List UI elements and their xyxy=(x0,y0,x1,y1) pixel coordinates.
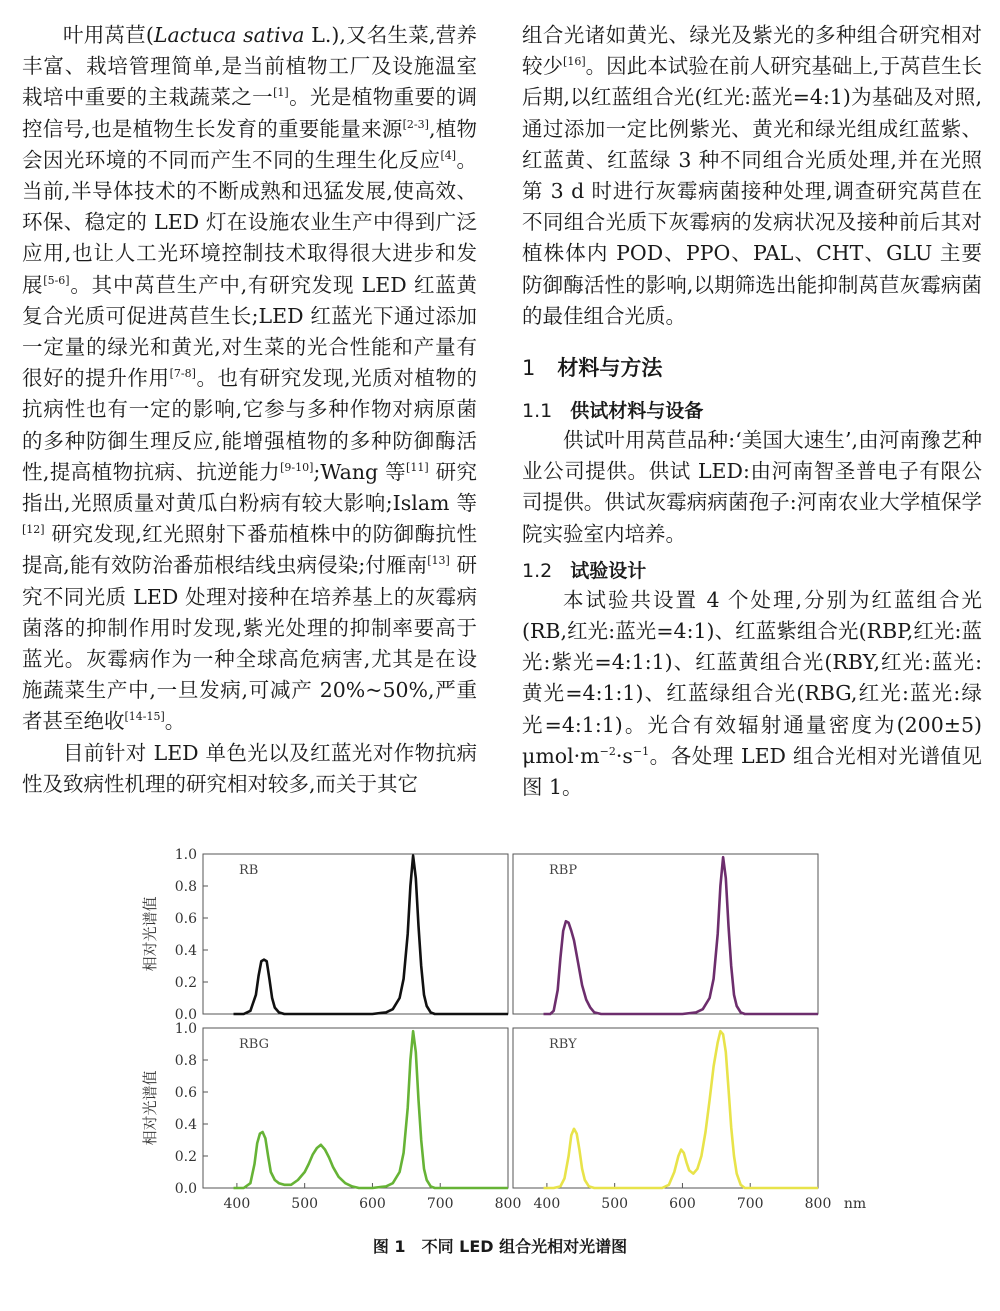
y-tick-label: 0.8 xyxy=(174,1053,197,1069)
text-run: ·s xyxy=(615,743,633,768)
y-tick-label: 0.8 xyxy=(174,879,197,895)
subsection-heading-1-2 xyxy=(522,556,982,583)
text-run: ;Wang 等 xyxy=(313,459,407,484)
citation-mark: [11] xyxy=(406,461,429,475)
text-run: L.),又名生菜,营养丰富、栽培管理简单,是当前植物工厂及设施温室栽培中重要的主栽蔬菜之一 xyxy=(22,23,477,110)
y-tick-label: 1.0 xyxy=(174,847,197,863)
text-run: 组合光诸如黄光、绿光及紫光的多种组合研究相对较少 xyxy=(522,23,982,79)
citation-mark: [2-3] xyxy=(402,117,429,131)
section-title: 材料与方法 xyxy=(557,356,663,381)
x-tick-label: 600 xyxy=(669,1196,696,1212)
citation-mark: [14-15] xyxy=(124,710,165,724)
subsection-title: 试验设计 xyxy=(570,559,647,582)
text-run: 。也有研究发现,光质对植物的抗病性也有一定的影响,它参与多种作物对病原菌的多种防御生理反应,能增强植物的多种防御酶活性,提高植物抗病、抗逆能力 xyxy=(22,366,477,484)
y-tick-label: 0.4 xyxy=(174,1117,197,1133)
subsection-number: 1.1 xyxy=(522,400,553,423)
text-run: 。 xyxy=(164,709,186,734)
spectrum-figure xyxy=(0,840,1000,1270)
x-tick-label: 800 xyxy=(804,1196,832,1212)
y-axis-label: 相对光谱值 xyxy=(141,896,159,972)
y-tick-label: 0.2 xyxy=(174,1149,197,1165)
spectrum-line-rby xyxy=(544,1031,819,1188)
spectrum-line-rbg xyxy=(234,1031,509,1188)
citation-mark: [9-10] xyxy=(280,461,314,475)
x-tick-label: 400 xyxy=(223,1196,251,1212)
section-heading-1 xyxy=(522,352,982,382)
y-tick-label: 0.0 xyxy=(174,1007,197,1023)
x-tick-label: 800 xyxy=(494,1196,522,1212)
left-paragraph-2: 目前针对 LED 单色光以及红蓝光对作物抗病性及致病性机理的研究相对较多,而关于其它 xyxy=(22,740,477,796)
y-tick-label: 0.4 xyxy=(174,943,197,959)
subsection-number: 1.2 xyxy=(522,559,553,582)
right-paragraph-2: 供试叶用莴苣品种:‘美国大速生’,由河南豫艺种业公司提供。供试 LED:由河南智圣普电子有限公司提供。供试灰霉病病菌孢子:河南农业大学植保学院实验室内培养。 xyxy=(522,428,982,546)
left-column xyxy=(22,20,477,800)
text-run: 研究不同光质 LED 处理对接种在培养基上的灰霉病菌落的抑制作用时发现,紫光处理的抑制率要高于蓝光。灰霉病作为一种全球高危病害,尤其是在设施蔬菜生产中,一旦发病,可减产 20%~50%,严重者甚至绝收 xyxy=(22,553,477,734)
right-paragraph-3 xyxy=(522,585,982,803)
text-run: 研究指出,光照质量对黄瓜白粉病有较大影响;Islam 等 xyxy=(22,459,477,516)
figure-title: 不同 LED 组合光相对光谱图 xyxy=(421,1237,628,1256)
citation-mark: [5-6] xyxy=(43,273,70,287)
citation-mark: [1] xyxy=(273,86,289,100)
y-tick-label: 0.6 xyxy=(174,911,197,927)
x-tick-label: 700 xyxy=(426,1196,454,1212)
citation-mark: −1 xyxy=(632,745,650,759)
text-run: 本试验共设置 4 个处理,分别为红蓝组合光(RB,红光:蓝光=4:1)、红蓝紫组合光(RBP,红光:蓝光:紫光=4:1:1)、红蓝黄组合光(RBY,红光:蓝光:黄光=4:1:1)、红蓝绿组合光(RBG,红光:蓝光:绿光=4:1:1)。光合有效辐射通量密度为(200±5) μmol·m xyxy=(522,587,982,768)
text-run: 。因此本试验在前人研究基础上,于莴苣生长后期,以红蓝组合光(红光:蓝光=4:1)为基础及对照,通过添加一定比例紫光、黄光和绿光组成红蓝紫、红蓝黄、红蓝绿 3 种不同组合光质处理,并在光照第 3 d 时进行灰霉病菌接种处理,调查研究莴苣在不同组合光质下灰霉病的发病状况及接种前后其对植株体内 POD、PPO、PAL、CHT、GLU 主要防御酶活性的影响,以期筛选出能抑制莴苣灰霉病菌的最佳组合光质。 xyxy=(522,54,983,328)
text-run: 叶用莴苣( xyxy=(63,23,154,47)
left-paragraph-1 xyxy=(22,20,477,738)
species-name: Lactuca sativa xyxy=(153,23,305,47)
text-run: 。当前,半导体技术的不断成熟和迅猛发展,使高效、环保、稳定的 LED 灯在设施农业生产中得到广泛应用,也让人工光环境控制技术取得很大进步和发展 xyxy=(22,147,478,297)
x-axis-unit: nm xyxy=(843,1196,867,1212)
plot-frame xyxy=(513,1028,818,1188)
y-tick-label: 0.0 xyxy=(174,1181,197,1197)
y-tick-label: 1.0 xyxy=(174,1021,197,1037)
plot-frame xyxy=(203,854,508,1014)
x-tick-label: 500 xyxy=(601,1196,629,1212)
x-tick-label: 400 xyxy=(533,1196,561,1212)
figure-number: 图 1 xyxy=(372,1237,406,1256)
section-number: 1 xyxy=(522,356,536,381)
spectrum-line-rbp xyxy=(544,857,819,1014)
citation-mark: [13] xyxy=(427,554,450,568)
spectrum-line-rb xyxy=(234,856,509,1014)
subsection-heading-1-1 xyxy=(522,396,982,423)
y-tick-label: 0.2 xyxy=(174,975,197,991)
citation-mark: [16] xyxy=(563,55,586,69)
right-paragraph-1 xyxy=(522,20,982,332)
text-run: 。光是植物重要的调控信号,也是植物生长发育的重要能量来源 xyxy=(22,85,478,141)
panel-label: RBY xyxy=(549,1037,577,1052)
plot-frame xyxy=(203,1028,508,1188)
citation-mark: [12] xyxy=(22,523,45,537)
text-run: ,植物会因光环境的不同而产生不同的生理生化反应 xyxy=(22,116,477,172)
text-run: 。其中莴苣生产中,有研究发现 LED 红蓝黄复合光质可促进莴苣生长;LED 红蓝光下通过添加一定量的绿光和黄光,对生菜的光合性能和产量有很好的提升作用 xyxy=(22,272,478,391)
y-tick-label: 0.6 xyxy=(174,1085,197,1101)
x-tick-label: 600 xyxy=(359,1196,386,1212)
citation-mark: [4] xyxy=(440,148,457,162)
citation-mark: [7-8] xyxy=(169,367,196,381)
x-tick-label: 500 xyxy=(291,1196,319,1212)
text-run: 。各处理 LED 组合光相对光谱值见图 1。 xyxy=(522,743,982,800)
panel-label: RBG xyxy=(239,1037,269,1052)
panel-label: RBP xyxy=(549,863,578,878)
panel-label: RB xyxy=(239,863,259,878)
subsection-title: 供试材料与设备 xyxy=(570,400,704,423)
y-axis-label: 相对光谱值 xyxy=(141,1070,159,1146)
x-tick-label: 700 xyxy=(736,1196,764,1212)
citation-mark: −2 xyxy=(599,745,616,759)
figure-caption xyxy=(0,1234,1000,1257)
right-column xyxy=(522,20,982,803)
text-run: 研究发现,红光照射下番茄植株中的防御酶抗性提高,能有效防治番茄根结线虫病侵染;付雁南 xyxy=(22,522,477,578)
